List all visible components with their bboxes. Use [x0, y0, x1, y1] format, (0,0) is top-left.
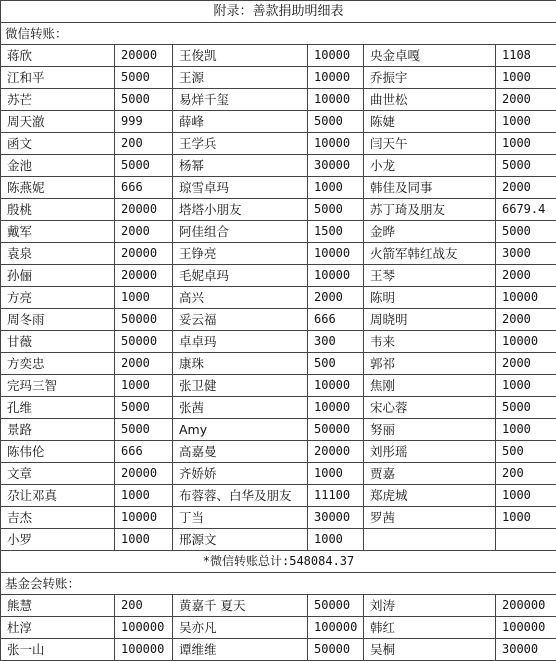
wechat-name-2-cell: 邢源文	[173, 529, 308, 551]
wechat-donor-row	[1, 45, 556, 67]
wechat-name-1-cell: 蒋欣	[1, 45, 115, 67]
wechat-total-row	[1, 551, 556, 573]
wechat-amount-2-cell: 30000	[308, 507, 364, 529]
wechat-name-2-cell: 王学兵	[173, 133, 308, 155]
wechat-amount-2-cell: 1000	[308, 177, 364, 199]
wechat-amount-3-cell: 2000	[496, 89, 556, 111]
wechat-donor-row	[1, 397, 556, 419]
foundation-amount-1-cell: 100000	[115, 639, 173, 661]
wechat-donor-row	[1, 375, 556, 397]
wechat-name-3-cell: 罗茜	[364, 507, 496, 529]
foundation-section-heading: 基金会转账：	[1, 573, 556, 595]
foundation-amount-1-cell: 100000	[115, 617, 173, 639]
foundation-name-3-cell: 韩红	[364, 617, 496, 639]
wechat-name-3-cell: 闫天午	[364, 133, 496, 155]
wechat-amount-2-cell: 50000	[308, 419, 364, 441]
wechat-amount-1-cell: 20000	[115, 265, 173, 287]
wechat-name-1-cell: 江和平	[1, 67, 115, 89]
wechat-amount-3-cell: 1000	[496, 111, 556, 133]
wechat-amount-1-cell: 999	[115, 111, 173, 133]
wechat-name-2-cell: 琼雪卓玛	[173, 177, 308, 199]
wechat-name-1-cell: 陈燕妮	[1, 177, 115, 199]
wechat-name-2-cell: 布蓉蓉、白华及朋友	[173, 485, 308, 507]
wechat-name-2-cell: 卓卓玛	[173, 331, 308, 353]
wechat-donor-row	[1, 133, 556, 155]
wechat-name-2-cell: 杨幂	[173, 155, 308, 177]
wechat-name-3-cell: 贾嘉	[364, 463, 496, 485]
wechat-amount-3-cell: 1000	[496, 485, 556, 507]
foundation-name-3-cell: 吴桐	[364, 639, 496, 661]
foundation-amount-3-cell: 200000	[496, 595, 556, 617]
wechat-donor-row	[1, 331, 556, 353]
wechat-total: *微信转账总计:548084.37	[1, 551, 556, 573]
wechat-amount-2-cell: 10000	[308, 89, 364, 111]
wechat-name-1-cell: 尕让邓真	[1, 485, 115, 507]
foundation-donor-row	[1, 639, 556, 661]
wechat-donor-row	[1, 441, 556, 463]
wechat-amount-3-cell: 1000	[496, 67, 556, 89]
foundation-donor-row	[1, 595, 556, 617]
foundation-amount-3-cell: 30000	[496, 639, 556, 661]
wechat-amount-2-cell: 10000	[308, 45, 364, 67]
wechat-donor-row	[1, 243, 556, 265]
wechat-amount-3-cell: 2000	[496, 177, 556, 199]
wechat-amount-1-cell: 5000	[115, 155, 173, 177]
wechat-name-3-cell: 曲世松	[364, 89, 496, 111]
wechat-amount-2-cell: 1000	[308, 529, 364, 551]
wechat-donor-row	[1, 419, 556, 441]
wechat-amount-1-cell: 5000	[115, 89, 173, 111]
wechat-amount-2-cell: 10000	[308, 375, 364, 397]
foundation-amount-3-cell: 100000	[496, 617, 556, 639]
wechat-name-3-cell: 周晓明	[364, 309, 496, 331]
wechat-name-1-cell: 殷桃	[1, 199, 115, 221]
wechat-amount-1-cell: 1000	[115, 287, 173, 309]
wechat-name-3-cell: 努丽	[364, 419, 496, 441]
wechat-amount-3-cell: 5000	[496, 155, 556, 177]
wechat-donor-row	[1, 177, 556, 199]
wechat-donor-row	[1, 529, 556, 551]
wechat-name-3-cell: 王琴	[364, 265, 496, 287]
wechat-donor-row	[1, 89, 556, 111]
wechat-name-2-cell: 丁当	[173, 507, 308, 529]
wechat-amount-2-cell: 300	[308, 331, 364, 353]
wechat-amount-1-cell: 20000	[115, 243, 173, 265]
wechat-amount-2-cell: 1500	[308, 221, 364, 243]
wechat-name-1-cell: 周天澈	[1, 111, 115, 133]
wechat-name-3-cell: 火箭军韩红战友	[364, 243, 496, 265]
wechat-name-1-cell: 孔维	[1, 397, 115, 419]
wechat-amount-1-cell: 20000	[115, 463, 173, 485]
wechat-amount-1-cell: 1000	[115, 375, 173, 397]
wechat-name-1-cell: 孙俪	[1, 265, 115, 287]
wechat-name-3-cell: 刘彤瑶	[364, 441, 496, 463]
wechat-name-2-cell: 王俊凯	[173, 45, 308, 67]
wechat-section-row	[1, 23, 556, 45]
foundation-name-1-cell: 杜淳	[1, 617, 115, 639]
wechat-amount-3-cell: 5000	[496, 397, 556, 419]
wechat-amount-2-cell: 2000	[308, 287, 364, 309]
wechat-amount-3-cell: 1000	[496, 375, 556, 397]
wechat-amount-3-cell: 1000	[496, 507, 556, 529]
wechat-donor-row	[1, 221, 556, 243]
wechat-name-2-cell: 张茜	[173, 397, 308, 419]
wechat-name-1-cell: 景路	[1, 419, 115, 441]
wechat-name-3-cell: 陈明	[364, 287, 496, 309]
wechat-name-2-cell: 王铮亮	[173, 243, 308, 265]
wechat-amount-2-cell: 10000	[308, 133, 364, 155]
wechat-name-2-cell: 齐娇娇	[173, 463, 308, 485]
wechat-amount-1-cell: 2000	[115, 221, 173, 243]
wechat-amount-1-cell: 5000	[115, 397, 173, 419]
wechat-name-3-cell: 郭祁	[364, 353, 496, 375]
foundation-name-1-cell: 熊慧	[1, 595, 115, 617]
wechat-name-2-cell: 阿佳组合	[173, 221, 308, 243]
wechat-name-2-cell: 高兴	[173, 287, 308, 309]
wechat-amount-3-cell: 5000	[496, 221, 556, 243]
wechat-name-2-cell: 妥云福	[173, 309, 308, 331]
wechat-name-1-cell: 甘薇	[1, 331, 115, 353]
wechat-amount-3-cell: 3000	[496, 243, 556, 265]
foundation-amount-1-cell: 200	[115, 595, 173, 617]
wechat-amount-3-cell: 10000	[496, 287, 556, 309]
wechat-donor-row	[1, 463, 556, 485]
wechat-amount-1-cell: 1000	[115, 529, 173, 551]
wechat-name-1-cell: 陈伟伦	[1, 441, 115, 463]
wechat-name-2-cell: 张卫健	[173, 375, 308, 397]
wechat-name-3-cell: 小龙	[364, 155, 496, 177]
wechat-amount-3-cell: 1108	[496, 45, 556, 67]
wechat-amount-3-cell: 2000	[496, 309, 556, 331]
wechat-donor-row	[1, 199, 556, 221]
wechat-name-1-cell: 方亮	[1, 287, 115, 309]
wechat-amount-1-cell: 666	[115, 177, 173, 199]
wechat-donor-row	[1, 309, 556, 331]
wechat-amount-1-cell: 1000	[115, 485, 173, 507]
foundation-amount-2-cell: 50000	[308, 639, 364, 661]
wechat-amount-3-cell: 10000	[496, 331, 556, 353]
wechat-amount-2-cell: 30000	[308, 155, 364, 177]
wechat-name-3-cell: 韦来	[364, 331, 496, 353]
wechat-donor-row	[1, 265, 556, 287]
wechat-donor-row	[1, 111, 556, 133]
wechat-amount-1-cell: 5000	[115, 419, 173, 441]
wechat-name-1-cell: 周冬雨	[1, 309, 115, 331]
wechat-amount-2-cell: 5000	[308, 111, 364, 133]
wechat-amount-3-cell: 500	[496, 441, 556, 463]
wechat-name-3-cell: 韩佳及同事	[364, 177, 496, 199]
wechat-name-3-cell: 央金卓嘎	[364, 45, 496, 67]
wechat-amount-2-cell: 666	[308, 309, 364, 331]
foundation-donor-row	[1, 617, 556, 639]
wechat-amount-1-cell: 20000	[115, 199, 173, 221]
wechat-name-1-cell: 方奕忠	[1, 353, 115, 375]
wechat-amount-3-cell: 200	[496, 463, 556, 485]
wechat-section-heading: 微信转账：	[1, 23, 556, 45]
foundation-name-2-cell: 吴亦凡	[173, 617, 308, 639]
wechat-amount-3-cell: 6679.4	[496, 199, 556, 221]
wechat-name-2-cell: 毛妮卓玛	[173, 265, 308, 287]
wechat-name-2-cell: Amy	[173, 419, 308, 441]
wechat-amount-1-cell: 666	[115, 441, 173, 463]
wechat-name-3-cell: 陈婕	[364, 111, 496, 133]
foundation-name-1-cell: 张一山	[1, 639, 115, 661]
wechat-amount-1-cell: 20000	[115, 45, 173, 67]
wechat-name-3-cell: 郑虎城	[364, 485, 496, 507]
wechat-amount-2-cell: 1000	[308, 463, 364, 485]
wechat-amount-1-cell: 50000	[115, 331, 173, 353]
foundation-amount-2-cell: 100000	[308, 617, 364, 639]
wechat-amount-3-cell	[496, 529, 556, 551]
wechat-name-1-cell: 吉杰	[1, 507, 115, 529]
wechat-amount-3-cell: 1000	[496, 133, 556, 155]
wechat-name-3-cell: 焦刚	[364, 375, 496, 397]
wechat-name-1-cell: 完玛三智	[1, 375, 115, 397]
wechat-name-1-cell: 金池	[1, 155, 115, 177]
wechat-name-2-cell: 高嘉曼	[173, 441, 308, 463]
wechat-amount-1-cell: 10000	[115, 507, 173, 529]
wechat-donor-row	[1, 67, 556, 89]
wechat-donor-row	[1, 155, 556, 177]
foundation-name-2-cell: 谭维维	[173, 639, 308, 661]
wechat-amount-2-cell: 500	[308, 353, 364, 375]
wechat-amount-1-cell: 5000	[115, 67, 173, 89]
wechat-donor-row	[1, 485, 556, 507]
wechat-name-3-cell	[364, 529, 496, 551]
foundation-name-2-cell: 黄嘉千 夏天	[173, 595, 308, 617]
wechat-donor-row	[1, 507, 556, 529]
wechat-name-3-cell: 苏丁琦及朋友	[364, 199, 496, 221]
foundation-amount-2-cell: 50000	[308, 595, 364, 617]
wechat-amount-1-cell: 2000	[115, 353, 173, 375]
wechat-name-2-cell: 易烊千玺	[173, 89, 308, 111]
wechat-name-1-cell: 小罗	[1, 529, 115, 551]
wechat-amount-2-cell: 20000	[308, 441, 364, 463]
wechat-amount-2-cell: 11100	[308, 485, 364, 507]
wechat-name-2-cell: 薛峰	[173, 111, 308, 133]
wechat-name-2-cell: 王源	[173, 67, 308, 89]
title-row	[1, 1, 556, 23]
wechat-name-1-cell: 函文	[1, 133, 115, 155]
wechat-name-1-cell: 文章	[1, 463, 115, 485]
wechat-amount-1-cell: 50000	[115, 309, 173, 331]
wechat-name-1-cell: 袁泉	[1, 243, 115, 265]
wechat-amount-2-cell: 5000	[308, 199, 364, 221]
wechat-name-2-cell: 康珠	[173, 353, 308, 375]
sheet-title: 附录：善款捐助明细表	[1, 1, 556, 23]
wechat-donor-row	[1, 287, 556, 309]
foundation-name-3-cell: 刘涛	[364, 595, 496, 617]
wechat-amount-2-cell: 10000	[308, 397, 364, 419]
wechat-name-1-cell: 苏芒	[1, 89, 115, 111]
wechat-name-2-cell: 塔塔小朋友	[173, 199, 308, 221]
wechat-name-3-cell: 乔振宇	[364, 67, 496, 89]
wechat-amount-1-cell: 200	[115, 133, 173, 155]
wechat-amount-2-cell: 10000	[308, 67, 364, 89]
wechat-amount-3-cell: 2000	[496, 265, 556, 287]
wechat-donor-row	[1, 353, 556, 375]
wechat-name-3-cell: 金晔	[364, 221, 496, 243]
foundation-section-row	[1, 573, 556, 595]
wechat-amount-2-cell: 10000	[308, 243, 364, 265]
wechat-amount-3-cell: 2000	[496, 353, 556, 375]
wechat-amount-2-cell: 10000	[308, 265, 364, 287]
wechat-name-1-cell: 戴军	[1, 221, 115, 243]
donation-table-body	[1, 1, 556, 661]
wechat-amount-3-cell: 1000	[496, 419, 556, 441]
wechat-name-3-cell: 宋心蓉	[364, 397, 496, 419]
